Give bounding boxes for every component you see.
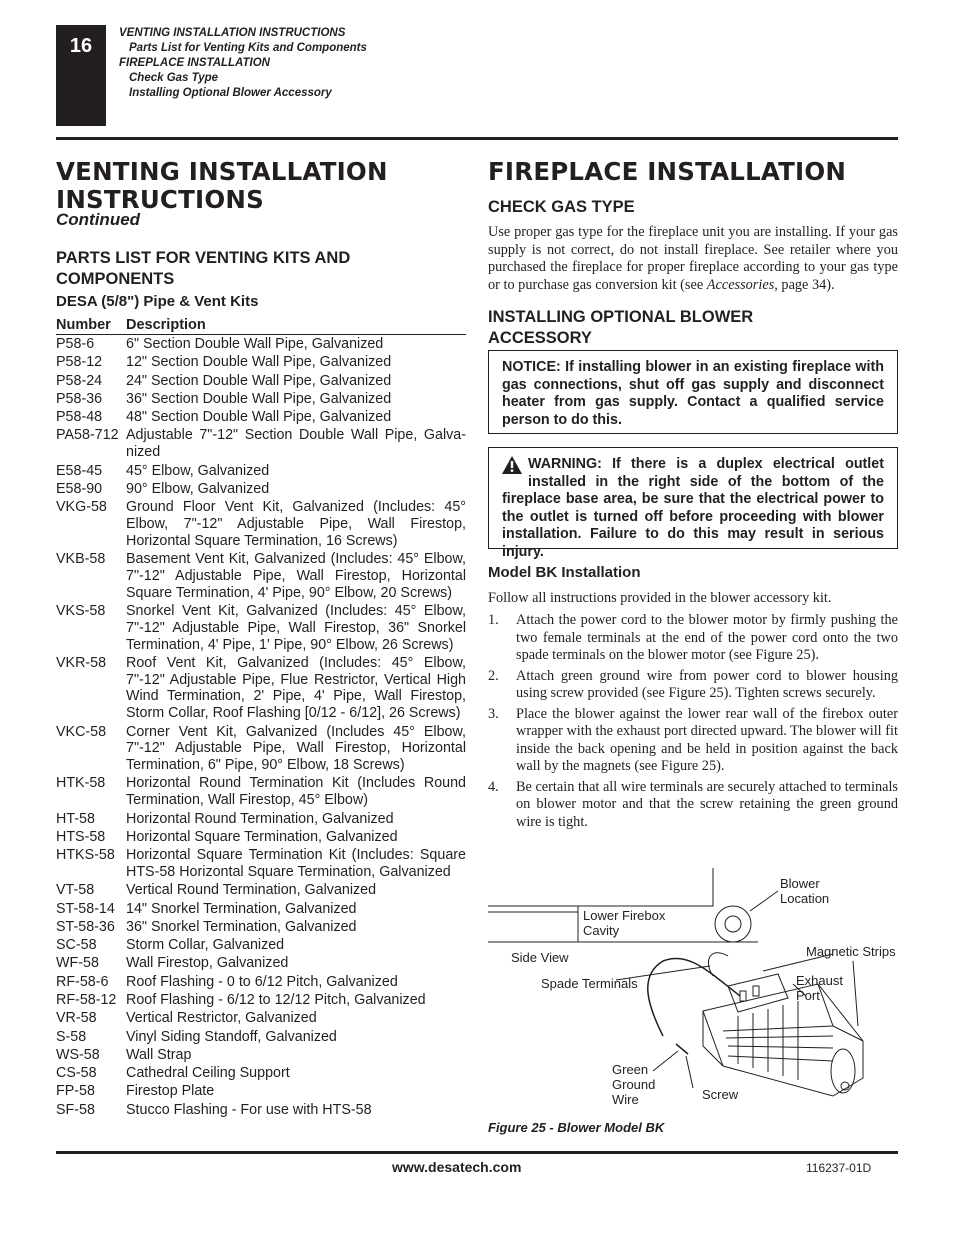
list-item bbox=[488, 668, 898, 703]
part-description: Horizontal Square Termination Kit (Includes: Square HTS-58 Horizontal Square Termination, Galvanized bbox=[126, 847, 466, 880]
table-row bbox=[56, 937, 466, 954]
part-number: ST-58-36 bbox=[56, 918, 115, 935]
part-number: CS-58 bbox=[56, 1065, 97, 1082]
part-number: VR-58 bbox=[56, 1010, 97, 1027]
check-gas-heading: CHECK GAS TYPE bbox=[488, 198, 635, 216]
bottom-rule bbox=[56, 1151, 898, 1154]
part-description: 24" Section Double Wall Pipe, Galvanized bbox=[126, 372, 392, 389]
part-description: Corner Vent Kit, Galvanized (Includes 45° Elbow, 7"-12" Adjustable Pipe, Wall Firestop, Horizontal Termination, 6" Pipe, 90° Elbow, 18 Screws) bbox=[126, 723, 466, 774]
exhaust-port-label-line1: Exhaust bbox=[796, 973, 843, 988]
column-number-header: Number bbox=[56, 317, 111, 333]
fireplace-title: FIREPLACE INSTALLATION bbox=[488, 157, 847, 186]
step-text: Attach the power cord to the blower motor by firmly pushing the two female terminals at the end of the power cord onto the two spade terminals on the blower motor (see Figure 25). bbox=[516, 612, 898, 663]
table-row bbox=[56, 919, 466, 936]
step-text: Place the blower against the lower rear wall of the firebox outer wrapper with the exhaust port directed upward. The blower will fit inside the back opening and be held in position against the back wall by the magnets (see Figure 25). bbox=[516, 705, 898, 774]
part-number: FP-58 bbox=[56, 1083, 95, 1100]
table-row bbox=[56, 354, 466, 371]
part-number: HTS-58 bbox=[56, 828, 106, 845]
part-number: VT-58 bbox=[56, 882, 95, 899]
part-number: HT-58 bbox=[56, 810, 95, 827]
part-number: VKR-58 bbox=[56, 654, 107, 671]
website-link[interactable]: www.desatech.com bbox=[392, 1159, 522, 1175]
green-ground-wire-label-line2: Ground bbox=[612, 1077, 656, 1092]
list-item bbox=[488, 612, 898, 665]
part-description: Firestop Plate bbox=[126, 1083, 215, 1100]
part-description: Vertical Restrictor, Galvanized bbox=[126, 1010, 317, 1027]
part-description: 12" Section Double Wall Pipe, Galvanized bbox=[126, 354, 392, 371]
table-row bbox=[56, 1029, 466, 1046]
column-description-header: Description bbox=[126, 317, 206, 333]
step-number: 2. bbox=[488, 667, 499, 684]
lower-firebox-label-line1: Lower Firebox bbox=[583, 908, 666, 923]
blower-heading bbox=[488, 307, 898, 349]
table-row bbox=[56, 1083, 466, 1100]
part-description: Cathedral Ceiling Support bbox=[126, 1065, 290, 1082]
part-description: 6" Section Double Wall Pipe, Galvanized bbox=[126, 336, 384, 352]
part-description: Wall Strap bbox=[126, 1046, 192, 1063]
step-number: 4. bbox=[488, 778, 499, 795]
table-row bbox=[56, 391, 466, 408]
part-number: PA58-712 bbox=[56, 427, 119, 444]
part-number: VKB-58 bbox=[56, 551, 106, 568]
list-item bbox=[488, 706, 898, 776]
part-description: Ground Floor Vent Kit, Galvanized (Includes: 45° Elbow, 7"-12" Adjustable Pipe, Wall Firestop, Horizontal Square Termination, 16 Screws) bbox=[126, 499, 466, 549]
lower-firebox-label-line2: Cavity bbox=[583, 923, 620, 938]
green-ground-wire-label-line1: Green bbox=[612, 1062, 649, 1077]
side-view-label: Side View bbox=[511, 950, 569, 965]
warning-box bbox=[488, 447, 898, 560]
breadcrumb-item: VENTING INSTALLATION INSTRUCTIONS bbox=[119, 27, 346, 39]
screw-label: Screw bbox=[702, 1087, 739, 1102]
table-row bbox=[56, 463, 466, 480]
part-description: 14" Snorkel Termination, Galvanized bbox=[126, 900, 357, 917]
step-text: Be certain that all wire terminals are securely attached to terminals on blower motor and that the screw retaining the green ground wire is tight. bbox=[516, 778, 898, 830]
part-number: E58-45 bbox=[56, 462, 103, 479]
part-number: P58-6 bbox=[56, 336, 95, 352]
page-number: 16 bbox=[69, 35, 93, 57]
part-description: Horizontal Round Termination, Galvanized bbox=[126, 810, 394, 827]
part-description: Vinyl Siding Standoff, Galvanized bbox=[126, 1028, 337, 1045]
warning-icon bbox=[502, 456, 522, 480]
part-number: RF-58-12 bbox=[56, 991, 117, 1008]
kits-heading: DESA (5/8") Pipe & Vent Kits bbox=[56, 293, 259, 310]
part-number: SC-58 bbox=[56, 937, 97, 954]
part-description: 36" Section Double Wall Pipe, Galvanized bbox=[126, 390, 392, 407]
breadcrumb-item: Installing Optional Blower Accessory bbox=[129, 87, 332, 99]
table-row bbox=[56, 955, 466, 972]
table-row bbox=[56, 724, 466, 774]
part-number: S-58 bbox=[56, 1028, 87, 1045]
blower-heading-line1: INSTALLING OPTIONAL BLOWER bbox=[488, 308, 754, 326]
table-row bbox=[56, 901, 466, 918]
table-row bbox=[56, 655, 466, 722]
table-row bbox=[56, 974, 466, 991]
table-row bbox=[56, 427, 466, 461]
part-number: E58-90 bbox=[56, 480, 103, 497]
blower-location-label-line1: Blower bbox=[780, 876, 820, 891]
parts-list-heading-line2: COMPONENTS bbox=[56, 270, 175, 288]
part-description: Horizontal Round Termination Kit (Includes Round Termination, Wall Firestop, 45° Elbow) bbox=[126, 775, 466, 809]
part-description: 36" Snorkel Termination, Galvanized bbox=[126, 918, 357, 935]
exhaust-port-label bbox=[796, 973, 843, 1003]
magnetic-strips-label: Magnetic Strips bbox=[806, 944, 896, 959]
table-row bbox=[56, 603, 466, 653]
breadcrumb-item: Check Gas Type bbox=[129, 72, 219, 84]
part-description: 90° Elbow, Galvanized bbox=[126, 480, 270, 497]
parts-list-heading bbox=[56, 248, 466, 290]
step-text: Attach green ground wire from power cord to blower housing using screw provided (see Figure 25). Tighten screws securely. bbox=[516, 667, 898, 701]
check-gas-text: Use proper gas type for the fireplace unit you are installing. If your gas supply is not correct, do not install fireplace. See retailer where you purchased the fireplace for proper fireplace according to your gas type or to purchase gas conversion kit (see bbox=[488, 224, 898, 293]
part-number: HTK-58 bbox=[56, 775, 106, 792]
parts-table bbox=[56, 336, 466, 1120]
table-row bbox=[56, 847, 466, 881]
table-row bbox=[56, 499, 466, 549]
green-ground-wire-label bbox=[612, 1062, 655, 1107]
list-item bbox=[488, 779, 898, 832]
venting-title-line1: VENTING INSTALLATION bbox=[56, 157, 388, 186]
exhaust-port-label-line2: Port bbox=[796, 988, 820, 1003]
venting-title-line2: INSTRUCTIONS bbox=[56, 185, 264, 214]
part-number: P58-48 bbox=[56, 409, 103, 426]
part-number: P58-24 bbox=[56, 372, 103, 389]
part-number: SF-58 bbox=[56, 1101, 95, 1118]
blower-figure bbox=[488, 866, 908, 1116]
part-description: Stucco Flashing - For use with HTS-58 bbox=[126, 1101, 372, 1118]
part-description: Vertical Round Termination, Galvanized bbox=[126, 882, 377, 899]
table-row bbox=[56, 829, 466, 846]
venting-title bbox=[56, 158, 388, 214]
installation-steps bbox=[488, 612, 898, 834]
part-description: Adjustable 7"-12" Section Double Wall Pipe, Galvanized bbox=[126, 427, 466, 461]
part-description: 48" Section Double Wall Pipe, Galvanized bbox=[126, 409, 392, 426]
table-row bbox=[56, 551, 466, 601]
part-number: RF-58-6 bbox=[56, 973, 109, 990]
table-row bbox=[56, 992, 466, 1009]
table-row bbox=[56, 1010, 466, 1027]
spade-terminals-label: Spade Terminals bbox=[541, 976, 638, 991]
figure-caption: Figure 25 - Blower Model BK bbox=[488, 1120, 665, 1135]
part-description: Horizontal Square Termination, Galvanized bbox=[126, 828, 398, 845]
table-row bbox=[56, 775, 466, 809]
breadcrumb bbox=[119, 26, 367, 101]
table-row bbox=[56, 882, 466, 899]
part-description: Roof Vent Kit, Galvanized (Includes: 45° Elbow, 7"-12" Adjustable Pipe, Flue Restrictor, Vertical High Wind Termination, 2' Pipe, 4' Pipe, Wall Firestop, Storm Collar, Roof Flashing [0/12 - 6/12], 26 Screws) bbox=[126, 654, 466, 722]
table-row bbox=[56, 1065, 466, 1082]
part-number: VKS-58 bbox=[56, 602, 106, 619]
part-number: P58-12 bbox=[56, 354, 103, 371]
parts-table-header bbox=[56, 317, 466, 335]
blower-diagram bbox=[488, 866, 908, 1116]
green-ground-wire-label-line3: Wire bbox=[612, 1092, 639, 1107]
part-number: ST-58-14 bbox=[56, 900, 115, 917]
table-row bbox=[56, 1047, 466, 1064]
breadcrumb-item: FIREPLACE INSTALLATION bbox=[119, 57, 270, 69]
part-number: WF-58 bbox=[56, 955, 99, 972]
table-row bbox=[56, 481, 466, 498]
blower-intro: Follow all instructions provided in the blower accessory kit. bbox=[488, 590, 832, 606]
check-gas-text-end: , page 34). bbox=[774, 276, 835, 293]
part-number: VKC-58 bbox=[56, 723, 107, 740]
document-number: 116237-01D bbox=[806, 1161, 872, 1175]
notice-box: NOTICE: If installing blower in an existing fireplace with gas connections, shut off gas supply and disconnect heater from gas supply. Contact a qualified service person to do this. bbox=[488, 350, 898, 434]
parts-list-heading-line1: PARTS LIST FOR VENTING KITS AND bbox=[56, 249, 351, 267]
table-row bbox=[56, 811, 466, 828]
blower-location-label bbox=[780, 876, 829, 906]
model-bk-heading: Model BK Installation bbox=[488, 564, 641, 581]
part-description: Roof Flashing - 0 to 6/12 Pitch, Galvanized bbox=[126, 973, 398, 990]
warning-text: WARNING: If there is a duplex electrical outlet installed in the right side of the bottom of the fireplace base area, be sure that the electrical power to the outlet is turned off before proceeding with blower installation. Failure to do this may result in serious injury. bbox=[502, 456, 884, 560]
table-row bbox=[56, 373, 466, 390]
part-description: Storm Collar, Galvanized bbox=[126, 937, 285, 954]
table-row bbox=[56, 336, 466, 353]
part-number: VKG-58 bbox=[56, 499, 107, 516]
lower-firebox-label bbox=[583, 908, 665, 938]
accessories-ref: Accessories bbox=[706, 276, 775, 293]
part-description: 45° Elbow, Galvanized bbox=[126, 462, 270, 479]
part-description: Roof Flashing - 6/12 to 12/12 Pitch, Galvanized bbox=[126, 991, 426, 1008]
blower-location-label-line2: Location bbox=[780, 891, 830, 906]
part-number: P58-36 bbox=[56, 390, 103, 407]
table-row bbox=[56, 1102, 466, 1119]
part-description: Wall Firestop, Galvanized bbox=[126, 955, 289, 972]
continued-label: Continued bbox=[56, 210, 141, 229]
page-number-box bbox=[56, 25, 106, 126]
blower-heading-line2: ACCESSORY bbox=[488, 329, 592, 347]
part-number: HTKS-58 bbox=[56, 847, 115, 864]
table-row bbox=[56, 409, 466, 426]
step-number: 3. bbox=[488, 705, 499, 722]
breadcrumb-item: Parts List for Venting Kits and Components bbox=[129, 42, 367, 54]
part-number: WS-58 bbox=[56, 1046, 100, 1063]
top-rule bbox=[56, 137, 898, 140]
part-description: Basement Vent Kit, Galvanized (Includes: 45° Elbow, 7"-12" Adjustable Pipe, Wall Firestop, Horizontal Square Termination, 4' Pipe, 90° Elbow, 20 Screws) bbox=[126, 551, 466, 601]
step-number: 1. bbox=[488, 612, 499, 628]
part-description: Snorkel Vent Kit, Galvanized (Includes: 45° Elbow, 7"-12" Adjustable Pipe, Wall Firestop, 36" Snorkel Termination, 4' Pipe, 1' Pipe, 90° Elbow, 26 Screws) bbox=[126, 602, 466, 653]
check-gas-paragraph bbox=[488, 224, 898, 294]
